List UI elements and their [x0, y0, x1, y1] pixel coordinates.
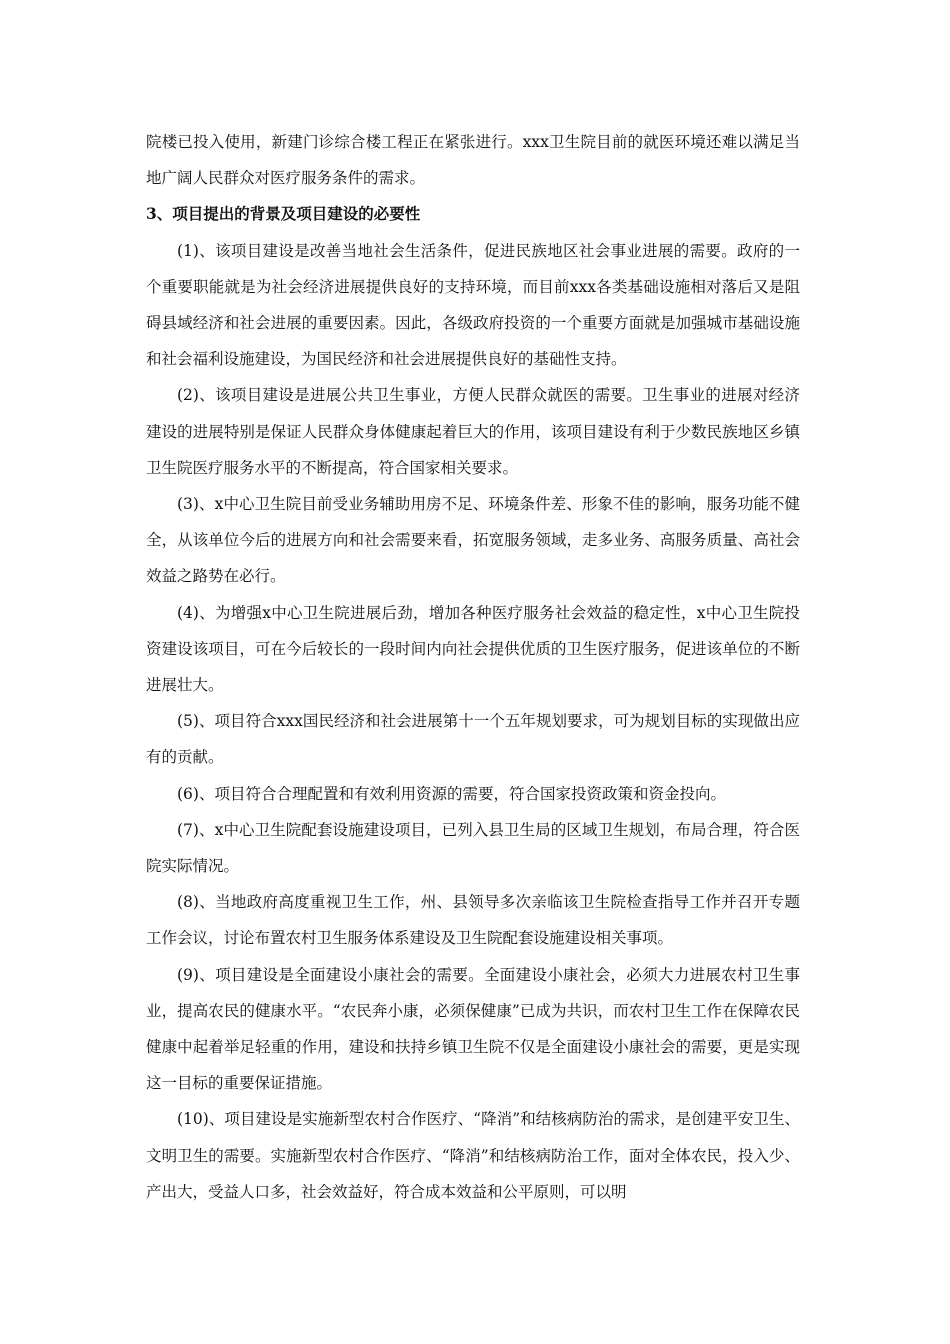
paragraph-9: (9)、项目建设是全面建设小康社会的需要。全面建设小康社会，必须大力进展农村卫生事业，提高农民的健康水平。“农民奔小康，必须保健康”已成为共识，而农村卫生工作在保障农民健康中起着举足轻重的作用，建设和扶持乡镇卫生院不仅是全面建设小康社会的需要，更是实现这一目标的重要保证措施。	[146, 965, 800, 1093]
paragraph-7: (7)、x中心卫生院配套设施建设项目，已列入县卫生局的区域卫生规划，布局合理，符合医院实际情况。	[146, 820, 800, 876]
intro-paragraph: 院楼已投入使用，新建门诊综合楼工程正在紧张进行。xxx卫生院目前的就医环境还难以满足当地广阔人民群众对医疗服务条件的需求。	[146, 133, 800, 188]
paragraph-5: (5)、项目符合xxx国民经济和社会进展第十一个五年规划要求，可为规划目标的实现做出应有的贡献。	[146, 712, 800, 767]
paragraph-10: (10)、项目建设是实施新型农村合作医疗、“降消”和结核病防治的需求，是创建平安卫生、文明卫生的需要。实施新型农村合作医疗、“降消”和结核病防治工作，面对全体农民，投入少、产出大，受益人口多，社会效益好，符合成本效益和公平原则，可以明	[146, 1110, 800, 1201]
paragraph-8: (8)、当地政府高度重视卫生工作，州、县领导多次亲临该卫生院检查指导工作并召开专题工作会议，讨论布置农村卫生服务体系建设及卫生院配套设施建设相关事项。	[146, 893, 800, 948]
section-heading: 3、项目提出的背景及项目建设的必要性	[146, 204, 421, 224]
paragraph-4: (4)、为增强x中心卫生院进展后劲，增加各种医疗服务社会效益的稳定性，x中心卫生院投资建设该项目，可在今后较长的一段时间内向社会提供优质的卫生医疗服务，促进该单位的不断进展壮大。	[146, 603, 800, 695]
paragraph-1: (1)、该项目建设是改善当地社会生活条件，促进民族地区社会事业进展的需要。政府的一个重要职能就是为社会经济进展提供良好的支持环境，而目前xxx各类基础设施相对落后又是阻碍县域经济和社会进展的重要因素。因此，各级政府投资的一个重要方面就是加强城市基础设施和社会福利设施建设，为国民经济和社会进展提供良好的基础性支持。	[146, 241, 800, 369]
paragraph-6: (6)、项目符合合理配置和有效利用资源的需要，符合国家投资政策和资金投向。	[177, 784, 726, 803]
paragraph-3: (3)、x中心卫生院目前受业务辅助用房不足、环境条件差、形象不佳的影响，服务功能不健全，从该单位今后的进展方向和社会需要来看，拓宽服务领域，走多业务、高服务质量、高社会效益之路势在必行。	[146, 495, 800, 586]
document-body	[146, 124, 800, 1210]
paragraph-2: (2)、该项目建设是进展公共卫生事业，方便人民群众就医的需要。卫生事业的进展对经济建设的进展特别是保证人民群众身体健康起着巨大的作用，该项目建设有利于少数民族地区乡镇卫生院医疗服务水平的不断提高，符合国家相关要求。	[146, 386, 800, 477]
